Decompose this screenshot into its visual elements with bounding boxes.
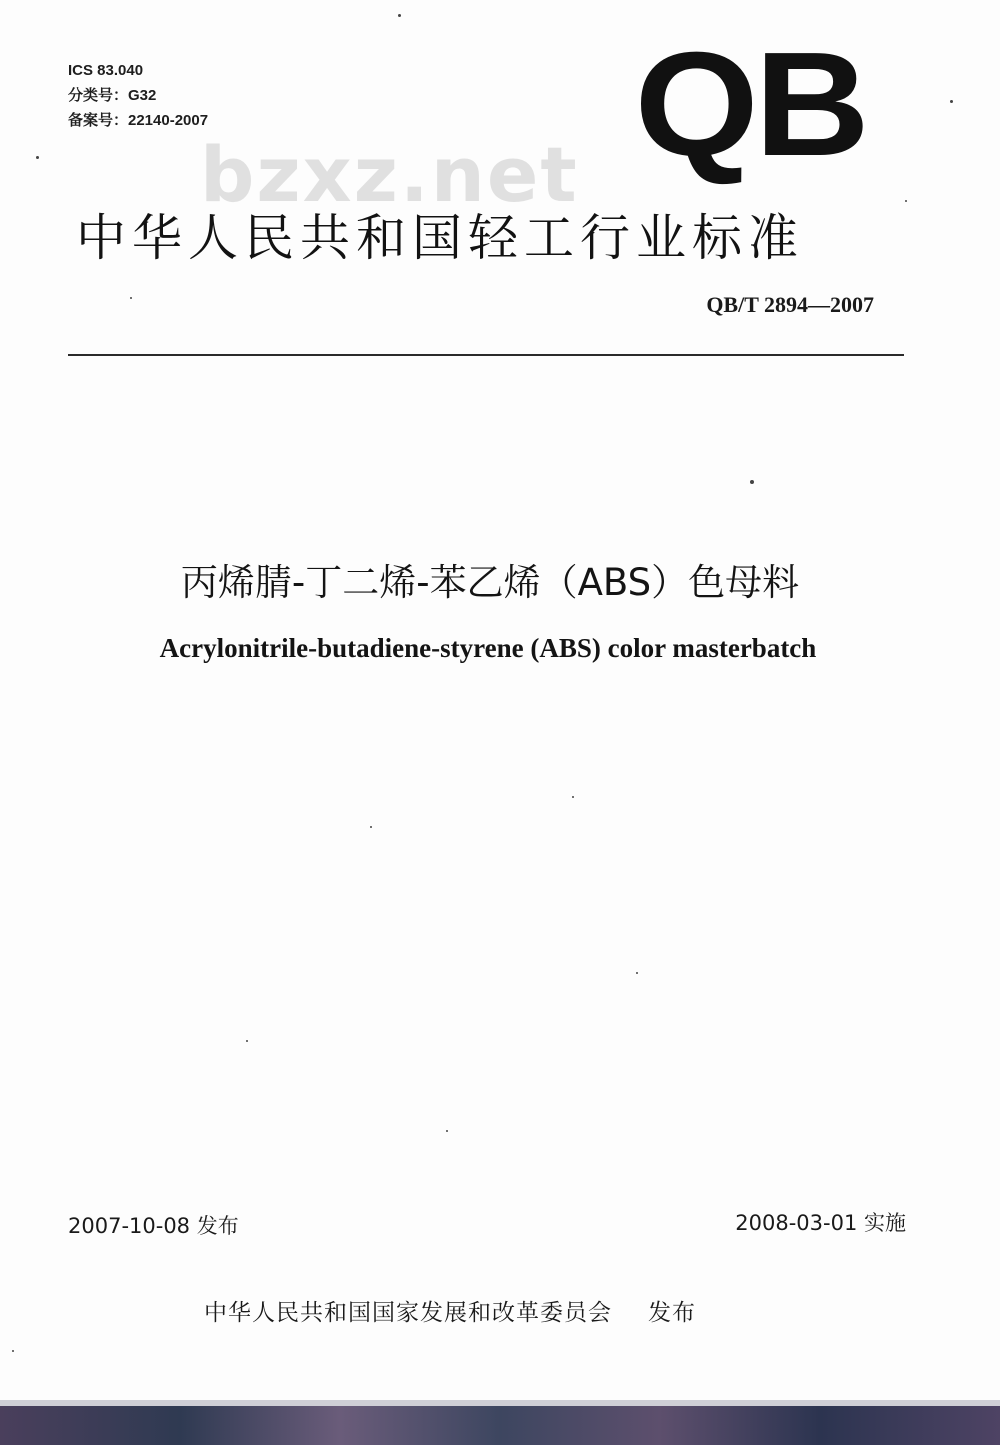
publisher-action: 发布 xyxy=(648,1300,696,1326)
record-number: 备案号：22140-2007 xyxy=(68,112,209,129)
title-english: Acrylonitrile-butadiene-styrene (ABS) color masterbatch xyxy=(159,633,817,663)
org-title: 中华人民共和国轻工行业标准 xyxy=(76,209,804,267)
scan-speck xyxy=(370,826,372,828)
classification-number: 分类号：G32 xyxy=(68,87,157,104)
scan-speck xyxy=(446,1130,448,1132)
publisher-name: 中华人民共和国国家发展和改革委员会 xyxy=(204,1300,612,1326)
implementation-date: 2008-03-01 实施 xyxy=(735,1211,906,1235)
publisher-line xyxy=(204,1294,696,1327)
scan-speck xyxy=(130,297,132,299)
scan-speck xyxy=(246,1040,248,1042)
qb-logo: QB xyxy=(634,22,866,187)
scan-speck xyxy=(36,156,39,159)
ics-code: ICS 83.040 xyxy=(68,62,144,79)
scan-speck xyxy=(636,972,638,974)
meta-block xyxy=(68,58,208,133)
scan-background-strip xyxy=(0,1400,1000,1445)
scan-speck xyxy=(398,14,401,17)
scan-speck xyxy=(572,796,574,798)
title-chinese: 丙烯腈-丁二烯-苯乙烯（ABS）色母料 xyxy=(180,561,800,604)
header-divider xyxy=(68,354,904,356)
scan-speck xyxy=(750,480,754,484)
scan-speck xyxy=(12,1350,14,1352)
scan-speck xyxy=(905,200,907,202)
page-edge-shadow xyxy=(0,1400,1000,1406)
watermark: bzxz.net xyxy=(200,130,579,219)
standard-code: QB/T 2894—2007 xyxy=(706,292,874,317)
scan-speck xyxy=(950,100,953,103)
issue-date: 2007-10-08 发布 xyxy=(68,1214,239,1238)
